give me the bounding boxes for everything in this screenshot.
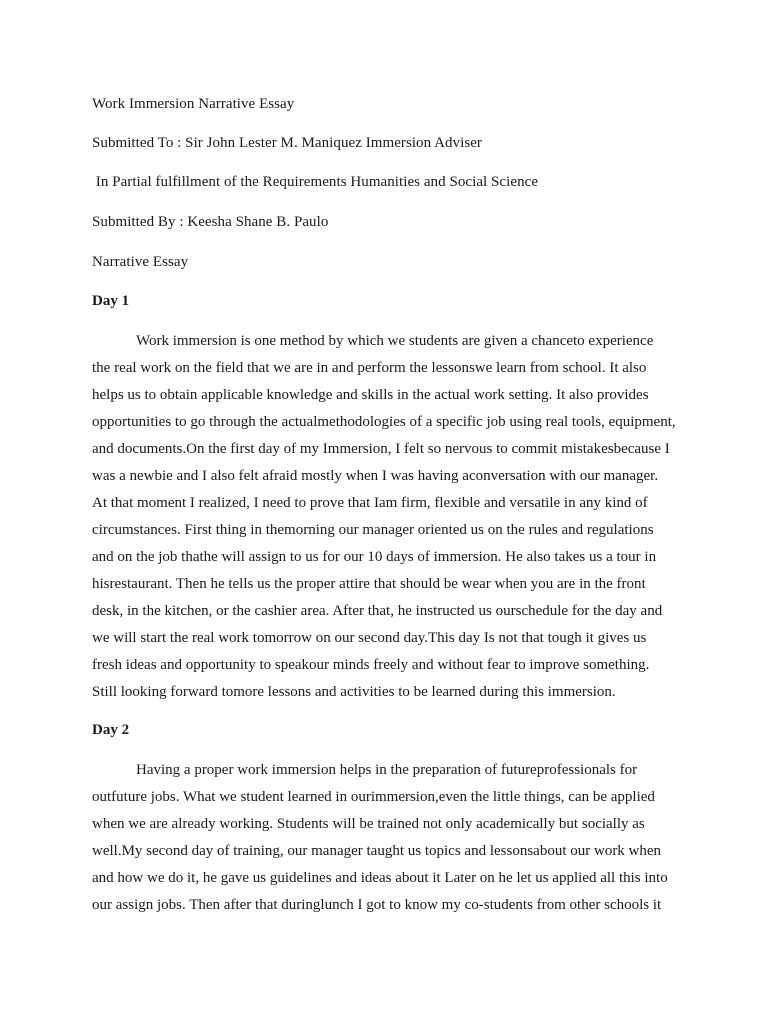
fulfillment-line: In Partial fulfillment of the Requirements Humanities and Social Science	[92, 174, 539, 190]
paragraph-line: hisrestaurant. Then he tells us the proper attire that should be wear when you are in the front	[92, 576, 646, 592]
submitted-to-line: Submitted To : Sir John Lester M. Maniquez Immersion Adviser	[92, 135, 482, 151]
paragraph-line: At that moment I realized, I need to prove that Iam firm, flexible and versatile in any kind of	[92, 495, 648, 511]
paragraph-line: and on the job thathe will assign to us for our 10 days of immersion. He also takes us a tour in	[92, 549, 657, 565]
paragraph-line: outfuture jobs. What we student learned in ourimmersion,even the little things, can be applied	[92, 789, 655, 805]
paragraph-line: was a newbie and I also felt afraid mostly when I was having aconversation with our manager.	[92, 468, 659, 484]
paragraph-line: helps us to obtain applicable knowledge and skills in the actual work setting. It also provides	[92, 387, 649, 403]
submitted-by-line: Submitted By : Keesha Shane B. Paulo	[92, 214, 329, 230]
day1-heading: Day 1	[92, 293, 130, 309]
paragraph-line: we will start the real work tomorrow on our second day.This day Is not that tough it gives us	[92, 630, 647, 646]
paragraph-line: circumstances. First thing in themorning our manager oriented us on the rules and regulations	[92, 522, 654, 538]
paragraph-line: and how we do it, he gave us guidelines and ideas about it Later on he let us applied all this into	[92, 870, 668, 886]
essay-subtitle: Narrative Essay	[92, 254, 189, 270]
paragraph-line: fresh ideas and opportunity to speakour minds freely and without fear to improve something.	[92, 657, 650, 673]
paragraph-line: and documents.On the first day of my Immersion, I felt so nervous to commit mistakesbecause I	[92, 441, 670, 457]
paragraph-line: Still looking forward tomore lessons and activities to be learned during this immersion.	[92, 684, 616, 700]
paragraph-line: the real work on the field that we are in and perform the lessonswe learn from school. It also	[92, 360, 647, 376]
day2-heading: Day 2	[92, 722, 130, 738]
document-title: Work Immersion Narrative Essay	[92, 96, 295, 112]
paragraph-line: opportunities to go through the actualmethodologies of a specific job using real tools, equipment,	[92, 414, 676, 430]
paragraph-line: desk, in the kitchen, or the cashier area. After that, he instructed us ourschedule for the day and	[92, 603, 663, 619]
paragraph-line: well.My second day of training, our manager taught us topics and lessonsabout our work when	[92, 843, 662, 859]
paragraph-line: our assign jobs. Then after that duringlunch I got to know my co-students from other schools it	[92, 897, 662, 913]
paragraph-line: Having a proper work immersion helps in the preparation of futureprofessionals for	[136, 762, 638, 778]
paragraph-line: when we are already working. Students will be trained not only academically but socially as	[92, 816, 645, 832]
paragraph-line: Work immersion is one method by which we students are given a chanceto experience	[136, 333, 654, 349]
